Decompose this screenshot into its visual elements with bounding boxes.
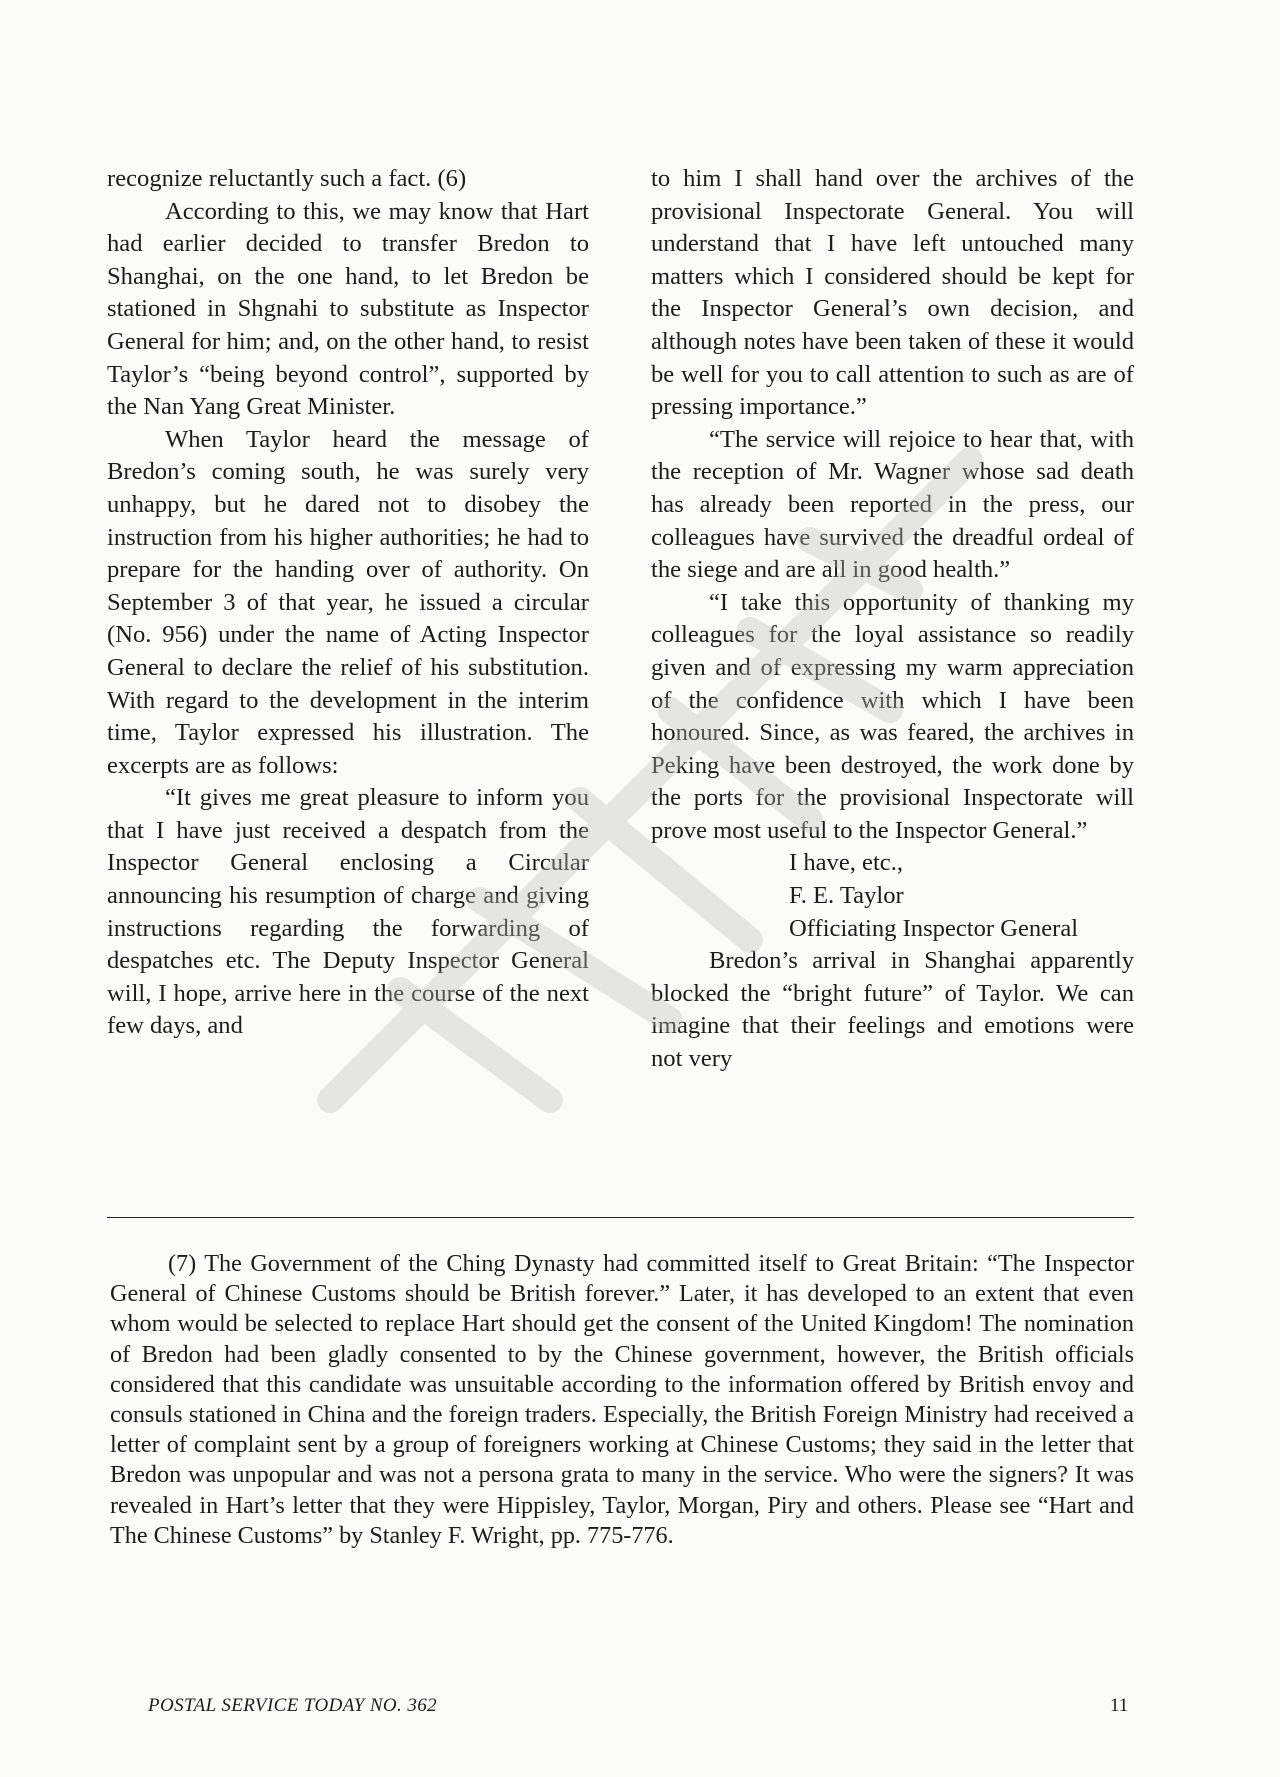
quotation-continuation: to him I shall hand over the archives of the provisional Inspectorate General. You will understand that I have left untouched many matters which I considered should be kept for the Inspector General’s own decision, and although notes have been taken of these it would be well for you to call attention to such as are of pressing importance.” [651, 165, 1134, 421]
quotation-paragraph: “The service will rejoice to hear that, with the reception of Mr. Wagner whose sad death has already been reported in the press, our colleagues have survived the dreadful ordeal of the siege and are all in good health.” [651, 425, 1134, 584]
signature-name: F. E. Taylor [789, 882, 904, 910]
signature-closing: I have, etc., [789, 849, 904, 877]
publication-name: POSTAL SERVICE TODAY NO. 362 [148, 1695, 438, 1716]
quotation-paragraph: “It gives me great pleasure to inform you that I have just received a despatch from the Inspector General enclosing a Circular announcing his resumption of charge and giving instructions regarding the forwarding of despatches etc. The Deputy Inspector General will, I hope, arrive here in the course of the next few days, and [107, 784, 589, 1040]
footnote: (7) The Government of the Ching Dynasty had committed itself to Great Britain: “The Inspector General of Chinese Customs should be British forever.” Later, it has developed to an extent that even whom would be selected to replace Hart should get the consent of the United Kingdom! The nomination of Bredon had been gladly consented to by the Chinese government, however, the British officials considered that this candidate was unsuitable according to the information offered by British envoy and consuls stationed in China and the foreign traders. Especially, the British Foreign Ministry had received a letter of complaint sent by a group of foreigners working at Chinese Customs; they said in the letter that Bredon was unpopular and was not a persona grata to many in the service. Who were the signers? It was revealed in Hart’s letter that they were Hippisley, Taylor, Morgan, Piry and others. Please see “Hart and The Chinese Customs” by Stanley F. Wright, pp. 775-776. [110, 1250, 1134, 1549]
paragraph: According to this, we may know that Hart had earlier decided to transfer Bredon to Shanghai, on the one hand, to let Bredon be stationed in Shgnahi to substitute as Inspector General for him; and, on the other hand, to resist Taylor’s “being beyond control”, supported by the Nan Yang Great Minister. [107, 197, 589, 421]
quotation-paragraph: “I take this opportunity of thanking my colleagues for the loyal assistance so readily given and of expressing my warm appreciation of the confidence with which I have been honoured. Since, as was feared, the archives in Peking have been destroyed, the work done by the ports for the provisional Inspectorate will prove most useful to the Inspector General.” [651, 588, 1134, 844]
paragraph-continuation: recognize reluctantly such a fact. (6) [107, 165, 467, 192]
right-column [651, 163, 1134, 1076]
signature-title: Officiating Inspector General [789, 914, 1079, 942]
left-column [107, 163, 589, 1043]
paragraph: When Taylor heard the message of Bredon’s coming south, he was surely very unhappy, but he dared not to disobey the instruction from his higher authorities; he had to prepare for the handing over of authority. On September 3 of that year, he issued a circular (No. 956) under the name of Acting Inspector General to declare the relief of his substitution. With regard to the development in the interim time, Taylor expressed his illustration. The excerpts are as follows: [107, 425, 589, 779]
paragraph: Bredon’s arrival in Shanghai apparently blocked the “bright future” of Taylor. We can imagine that their feelings and emotions were not very [651, 947, 1134, 1073]
page-number: 11 [1110, 1695, 1129, 1716]
footnote-divider [107, 1217, 1134, 1218]
